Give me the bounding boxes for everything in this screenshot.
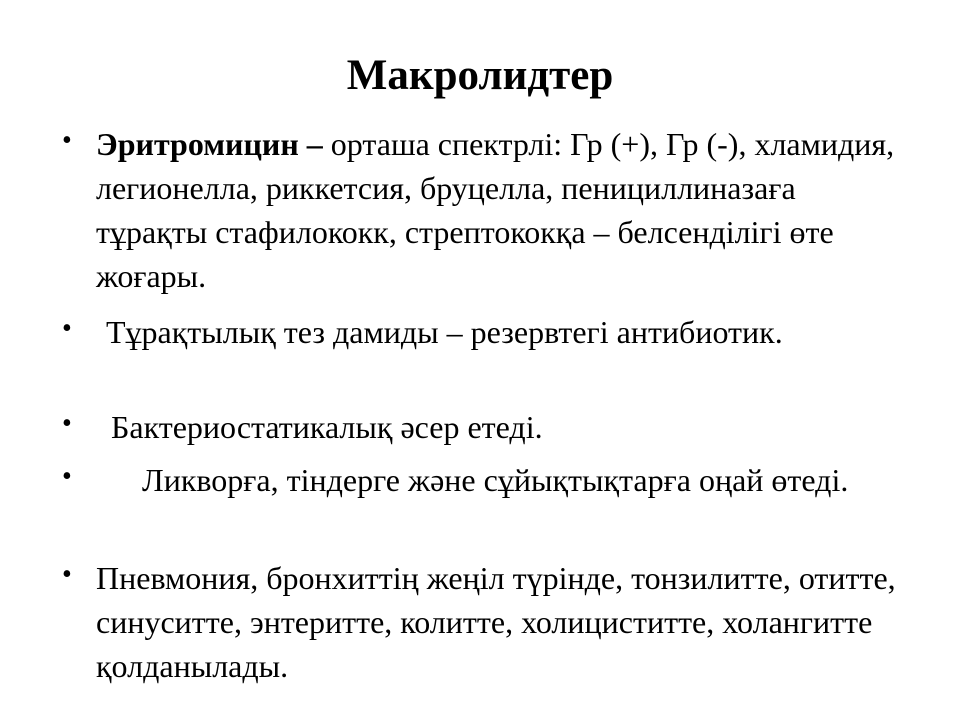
bullet-dot: •	[62, 313, 72, 344]
slide-title: Макролидтер	[346, 52, 614, 99]
bullet-text: Тұрақтылық тез дамиды – резервтегі антибиотик.	[106, 314, 783, 350]
bullet-text: Бактериостатикалық әсер етеді.	[111, 409, 543, 445]
bullet-text	[96, 122, 912, 298]
bullet-text: Ликворға, тіндерге және сұйықтықтарға оңай өтеді.	[142, 462, 849, 498]
bullet-dot: •	[62, 125, 72, 156]
bullet-dot: •	[62, 461, 72, 492]
bullet-lead-term: Эритромицин –	[96, 126, 323, 162]
bullet-description: орташа спектрлі: Гр (+), Гр (-), хламидия, легионелла, риккетсия, бруцелла, пенициллиназаға тұрақты стафилококк, стрептококқа – белсенділігі өте жоғары.	[96, 126, 895, 294]
bullet-dot: •	[62, 559, 72, 590]
bullet-dot: •	[62, 408, 72, 439]
bullet-text: Пневмония, бронхиттің жеңіл түрінде, тонзилитте, отитте, синуситте, энтеритте, колитте, холициститте, холангитте қолданылады.	[96, 560, 896, 684]
